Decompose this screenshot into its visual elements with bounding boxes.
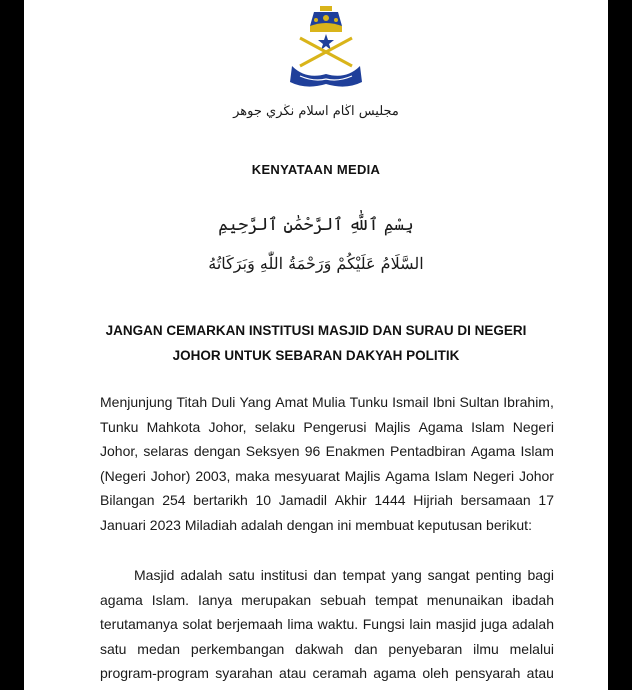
paragraph-1-line: Tunku Mahkota Johor, selaku Pengerusi Majlis Agama Islam Negeri bbox=[100, 418, 554, 435]
paragraph-1-line: (Negeri Johor) 2003, maka mesyuarat Majlis Agama Islam Negeri Johor bbox=[100, 467, 554, 484]
paragraph-1-line: Januari 2023 Miladiah adalah dengan ini membuat keputusan berikut: bbox=[100, 516, 532, 533]
organization-name-jawi: مجليس اڬام اسلام نڬري جوهر bbox=[233, 104, 399, 119]
paragraph-2-line: satu medan perkembangan dakwah dan penyebaran ilmu melalui bbox=[100, 640, 554, 657]
document-type-heading: KENYATAAN MEDIA bbox=[251, 162, 381, 177]
salam-greeting: السَّلَامُ عَلَيْكُمْ وَرَحْمَةُ اللّٰهِ وَبَرَكَاتُهُ bbox=[208, 254, 424, 273]
paragraph-2 bbox=[100, 563, 554, 686]
paragraph-2-line: program-program syarahan atau ceramah agama oleh pensyarah atau bbox=[100, 665, 554, 681]
paragraph-1-line: Johor, selaras dengan Seksyen 96 Enakmen Pentadbiran Agama Islam bbox=[100, 443, 554, 459]
paragraph-1-line: Bilangan 254 bertarikh 10 Jamadil Akhir 1444 Hijriah bersamaan 17 bbox=[100, 492, 554, 508]
basmala: بِسْمِ ٱللَّٰهِ ٱلرَّحْمَٰنِ ٱلرَّحِيمِ bbox=[218, 215, 414, 235]
title-line-2: JOHOR UNTUK SEBARAN DAKYAH POLITIK bbox=[172, 348, 460, 363]
title-line-1: JANGAN CEMARKAN INSTITUSI MASJID DAN SURAU DI NEGERI bbox=[105, 323, 527, 338]
document-page bbox=[24, 0, 608, 690]
paragraph-2-line: terutamanya solat berjemaah lima waktu. Fungsi lain masjid juga adalah bbox=[100, 616, 554, 632]
paragraph-1-line: Menjunjung Titah Duli Yang Amat Mulia Tunku Ismail Ibni Sultan Ibrahim, bbox=[100, 394, 554, 410]
statement-title bbox=[84, 318, 548, 368]
johor-crest-logo bbox=[286, 4, 366, 88]
paragraph-1 bbox=[100, 390, 554, 537]
paragraph-2-line: Masjid adalah satu institusi dan tempat yang sangat penting bagi bbox=[134, 567, 554, 583]
paragraph-2-line: agama Islam. Ianya merupakan sebuah tempat menunaikan ibadah bbox=[100, 591, 554, 608]
